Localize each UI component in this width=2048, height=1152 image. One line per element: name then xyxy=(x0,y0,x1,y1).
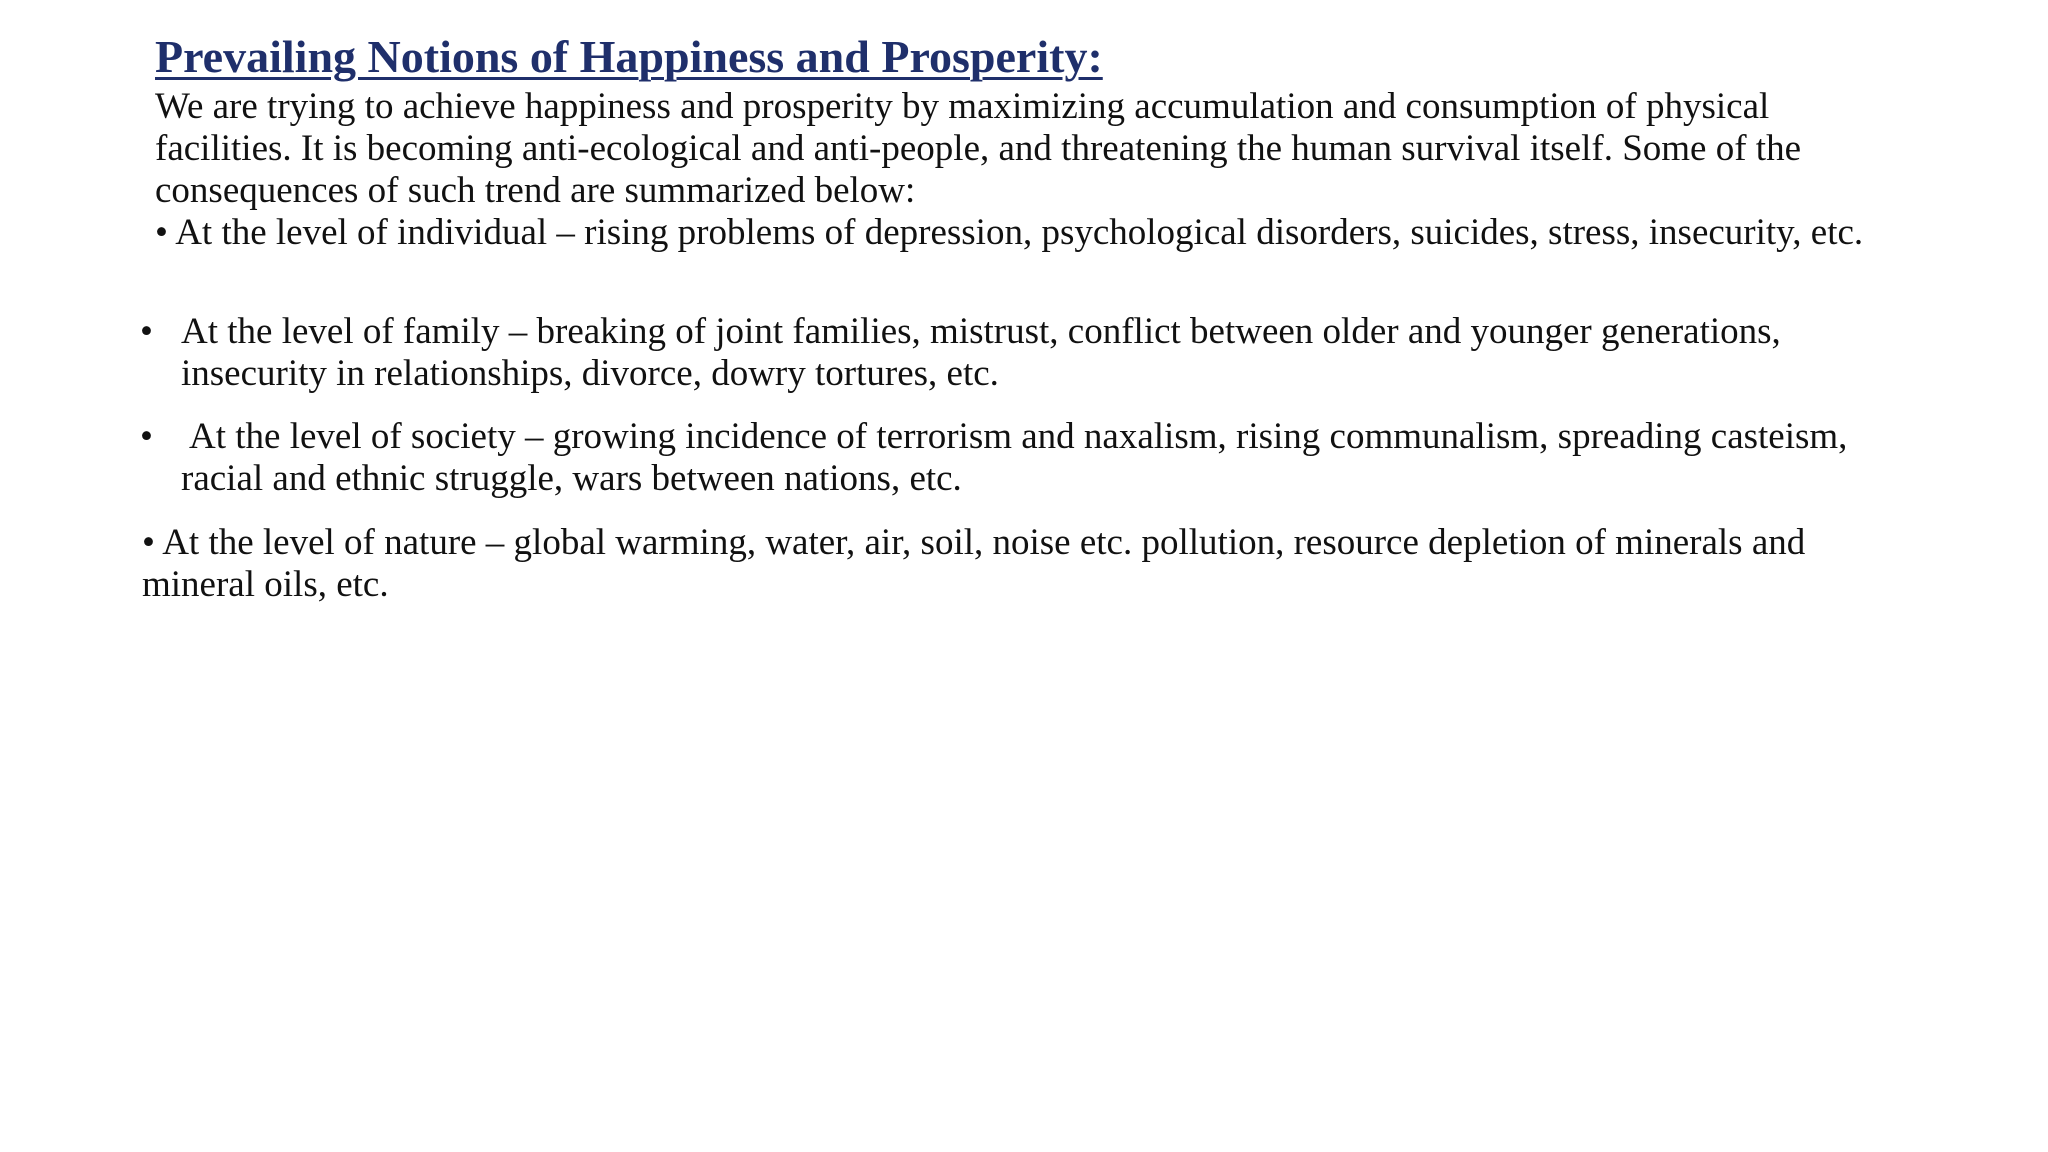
bullet-text: At the level of society – growing incidence of terrorism and naxalism, rising communalism, spreading casteism, racial and ethnic struggle, wars between nations, etc. xyxy=(181,416,1848,499)
bullet-society xyxy=(140,416,1920,500)
bullet-text: At the level of family – breaking of joint families, mistrust, conflict between older and younger generations, insecurity in relationships, divorce, dowry tortures, etc. xyxy=(181,311,1781,394)
bullet-mark: • xyxy=(140,311,153,352)
bullet-mark: • xyxy=(142,522,155,563)
bullet-mark: • xyxy=(140,416,153,457)
bullet-text: At the level of nature – global warming, water, air, soil, noise etc. pollution, resource depletion of minerals and mineral oils, etc. xyxy=(142,522,1806,605)
bullet-nature xyxy=(142,522,1922,606)
bullet-text: At the level of individual – rising problems of depression, psychological disorders, suicides, stress, insecurity, etc. xyxy=(175,212,1864,253)
intro-paragraph: We are trying to achieve happiness and prosperity by maximizing accumulation and consumption of physical facilities. It is becoming anti-ecological and anti-people, and threatening the human survival itself. Some of the consequences of such trend are summarized below: xyxy=(155,86,1801,211)
bullet-family xyxy=(140,311,1920,395)
bullet-individual xyxy=(155,212,1915,254)
slide-title: Prevailing Notions of Happiness and Prosperity: xyxy=(155,31,1103,82)
bullet-mark: • xyxy=(155,212,168,253)
